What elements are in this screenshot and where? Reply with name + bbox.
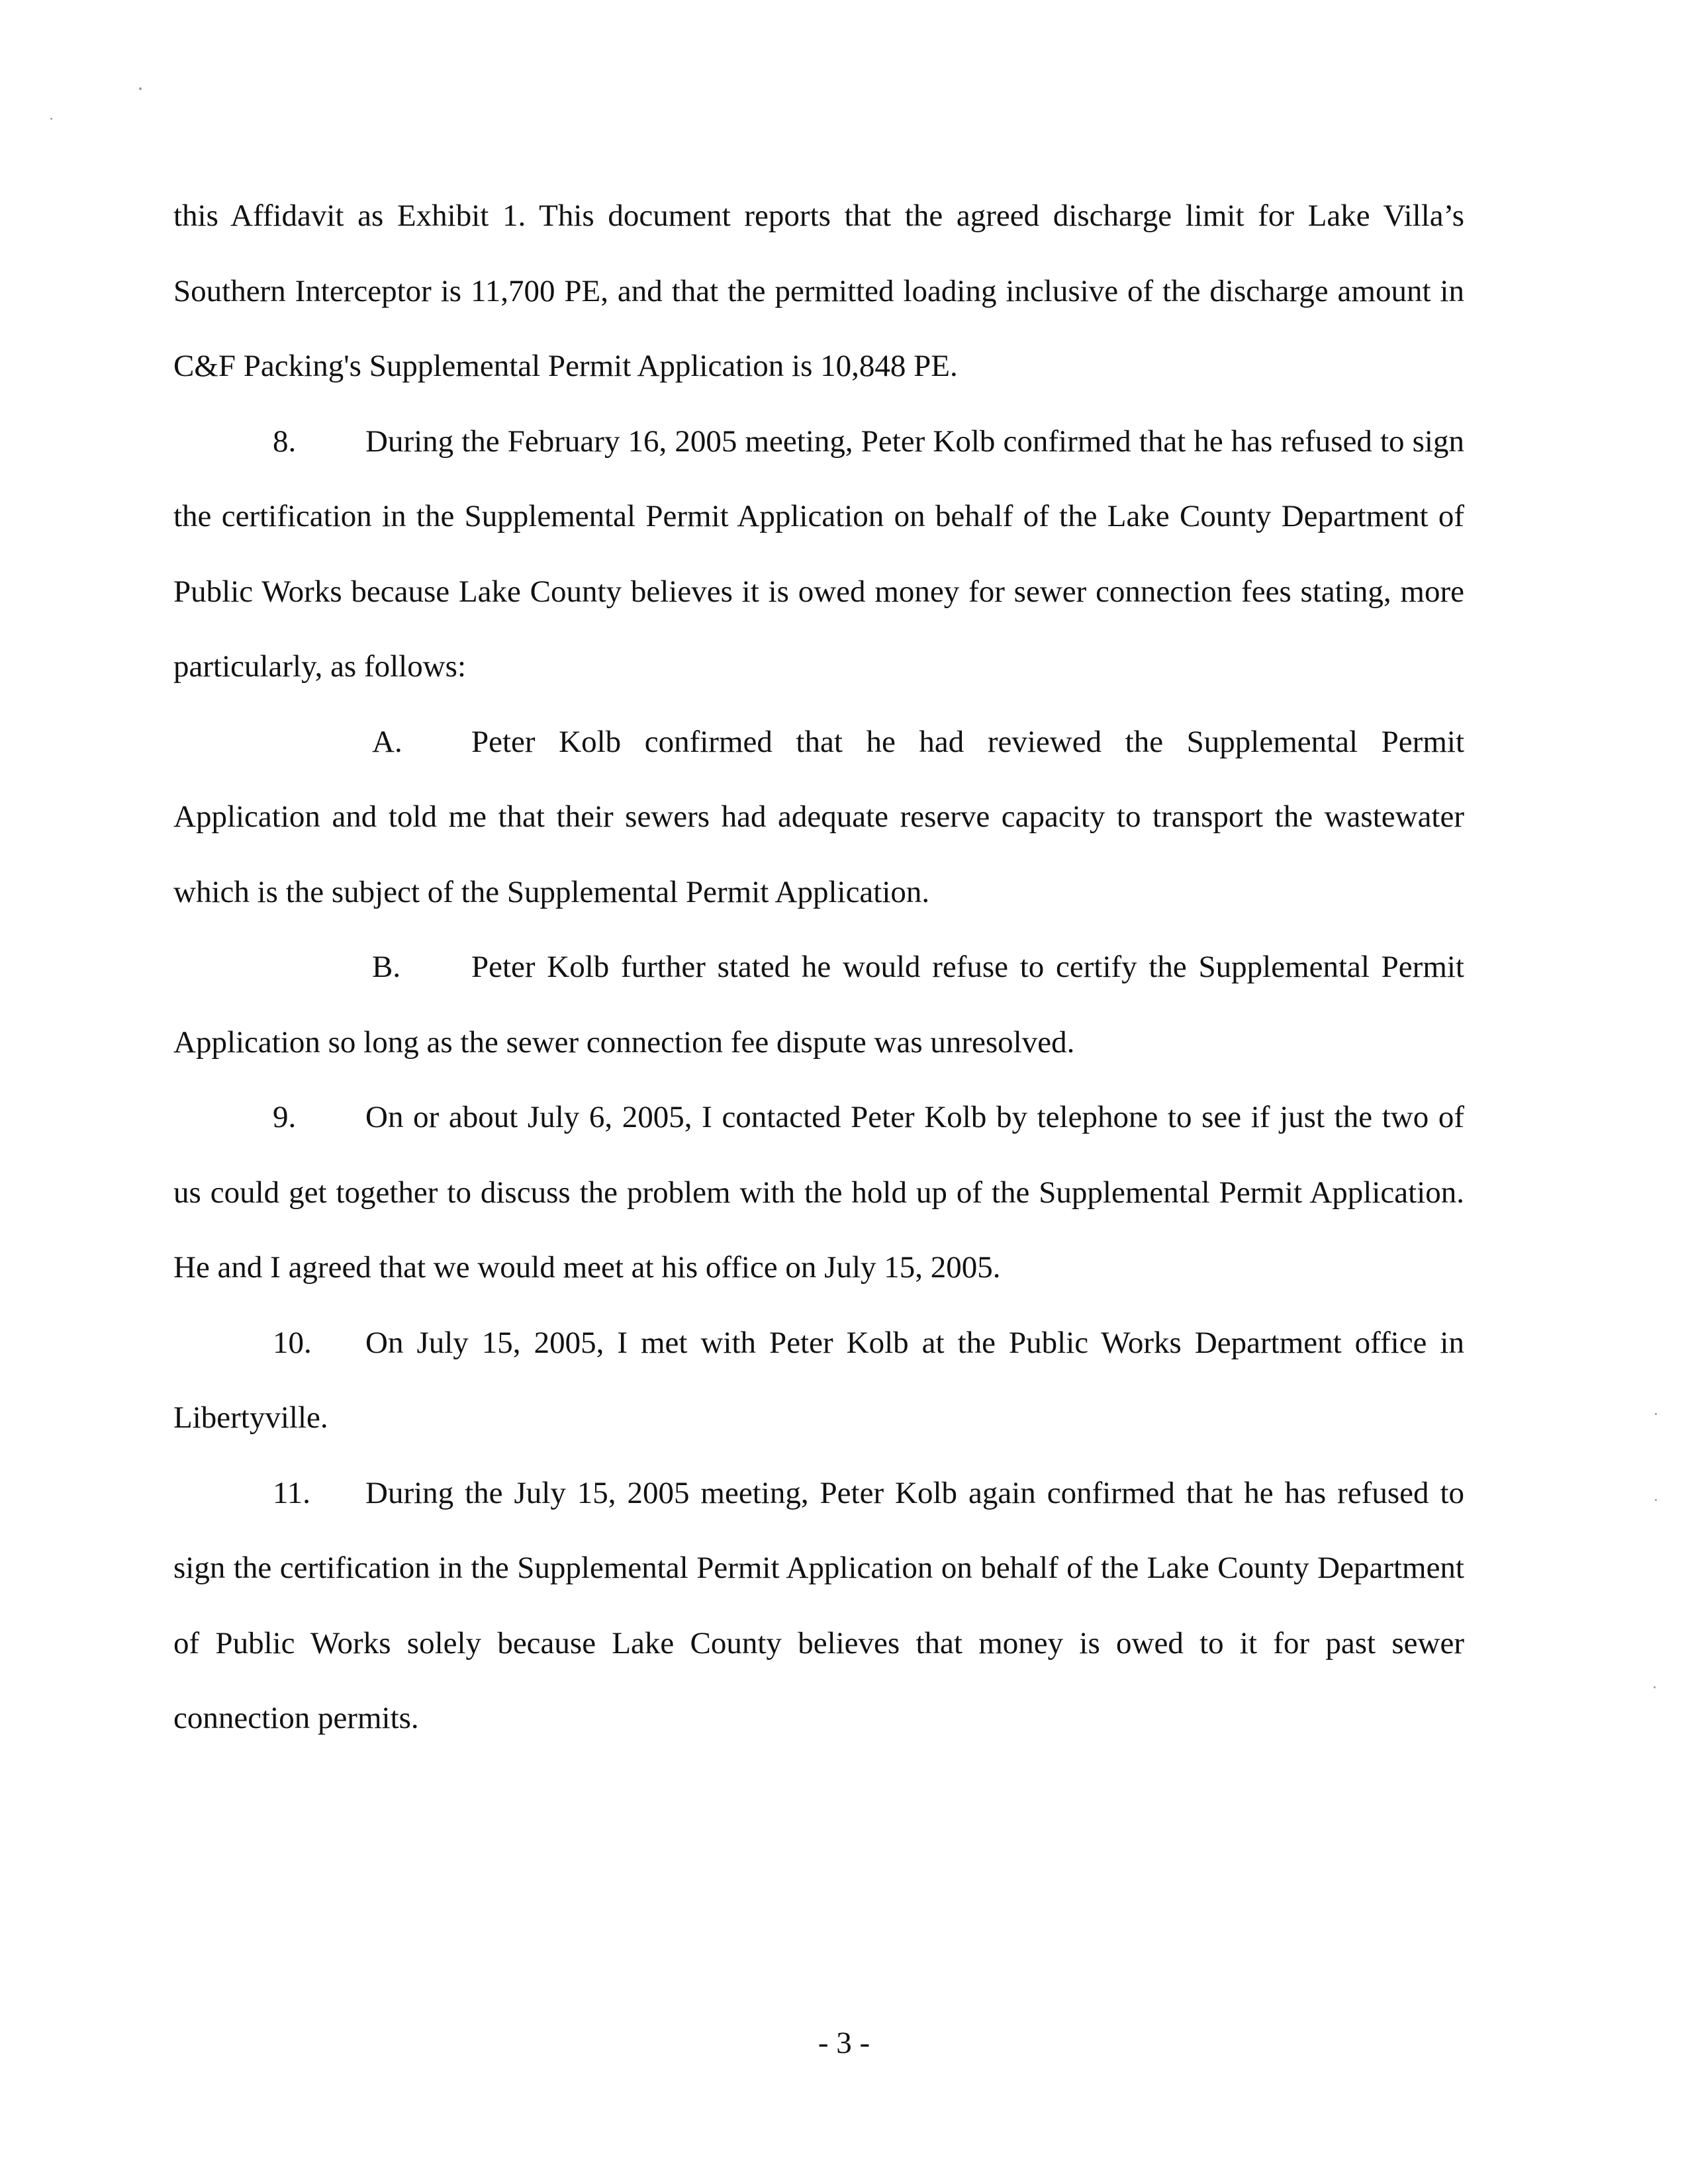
paragraph-10 xyxy=(173,1306,1464,1456)
affidavit-body xyxy=(173,179,1464,1756)
subparagraph-text: Peter Kolb confirmed that he had reviewed the Supplemental Permit Application and told me that their sewers had adequate reserve capacity to transport the wastewater which is the subject of the Supplemental Permit Application. xyxy=(173,724,1464,909)
paragraph-number: 9. xyxy=(273,1100,297,1134)
scan-speck xyxy=(1655,1499,1657,1501)
paragraph-number: 8. xyxy=(273,424,297,459)
scan-speck xyxy=(1654,1686,1656,1688)
subparagraph-text: Peter Kolb further stated he would refuse to certify the Supplemental Permit Application so long as the sewer connection fee dispute was unresolved. xyxy=(173,950,1464,1060)
scan-speck xyxy=(139,87,142,90)
scan-speck xyxy=(50,118,52,120)
paragraph-text: On or about July 6, 2005, I contacted Peter Kolb by telephone to see if just the two of us could get together to discuss the problem with the hold up of the Supplemental Permit Application. He and I agreed that we would meet at his office on July 15, 2005. xyxy=(173,1100,1464,1285)
paragraph-8 xyxy=(173,404,1464,705)
paragraph-text: this Affidavit as Exhibit 1. This document reports that the agreed discharge limit for Lake Villa’s Southern Interceptor is 11,700 PE, and that the permitted loading inclusive of the discharge amount in C&F Packing's Supplemental Permit Application is 10,848 PE. xyxy=(173,199,1464,383)
subparagraph-b xyxy=(173,930,1464,1080)
subparagraph-a xyxy=(173,705,1464,931)
paragraph-7-continuation xyxy=(173,179,1464,404)
subparagraph-letter: B. xyxy=(372,950,401,984)
scan-speck xyxy=(1655,1413,1657,1415)
paragraph-11 xyxy=(173,1456,1464,1756)
paragraph-text: During the February 16, 2005 meeting, Peter Kolb confirmed that he has refused to sign the certification in the Supplemental Permit Application on behalf of the Lake County Department of Public Works because Lake County believes it is owed money for sewer connection fees stating, more particularly, as follows: xyxy=(173,424,1464,684)
page-number: - 3 - xyxy=(818,2026,870,2060)
paragraph-number: 10. xyxy=(273,1325,312,1360)
subparagraph-letter: A. xyxy=(372,724,402,759)
paragraph-text: During the July 15, 2005 meeting, Peter Kolb again confirmed that he has refused to sign the certification in the Supplemental Permit Application on behalf of the Lake County Department of Public Works solely because Lake County believes that money is owed to it for past sewer connection permits. xyxy=(173,1475,1464,1735)
paragraph-9 xyxy=(173,1080,1464,1306)
paragraph-text: On July 15, 2005, I met with Peter Kolb at the Public Works Department office in Libertyville. xyxy=(173,1325,1464,1435)
paragraph-number: 11. xyxy=(273,1475,311,1510)
